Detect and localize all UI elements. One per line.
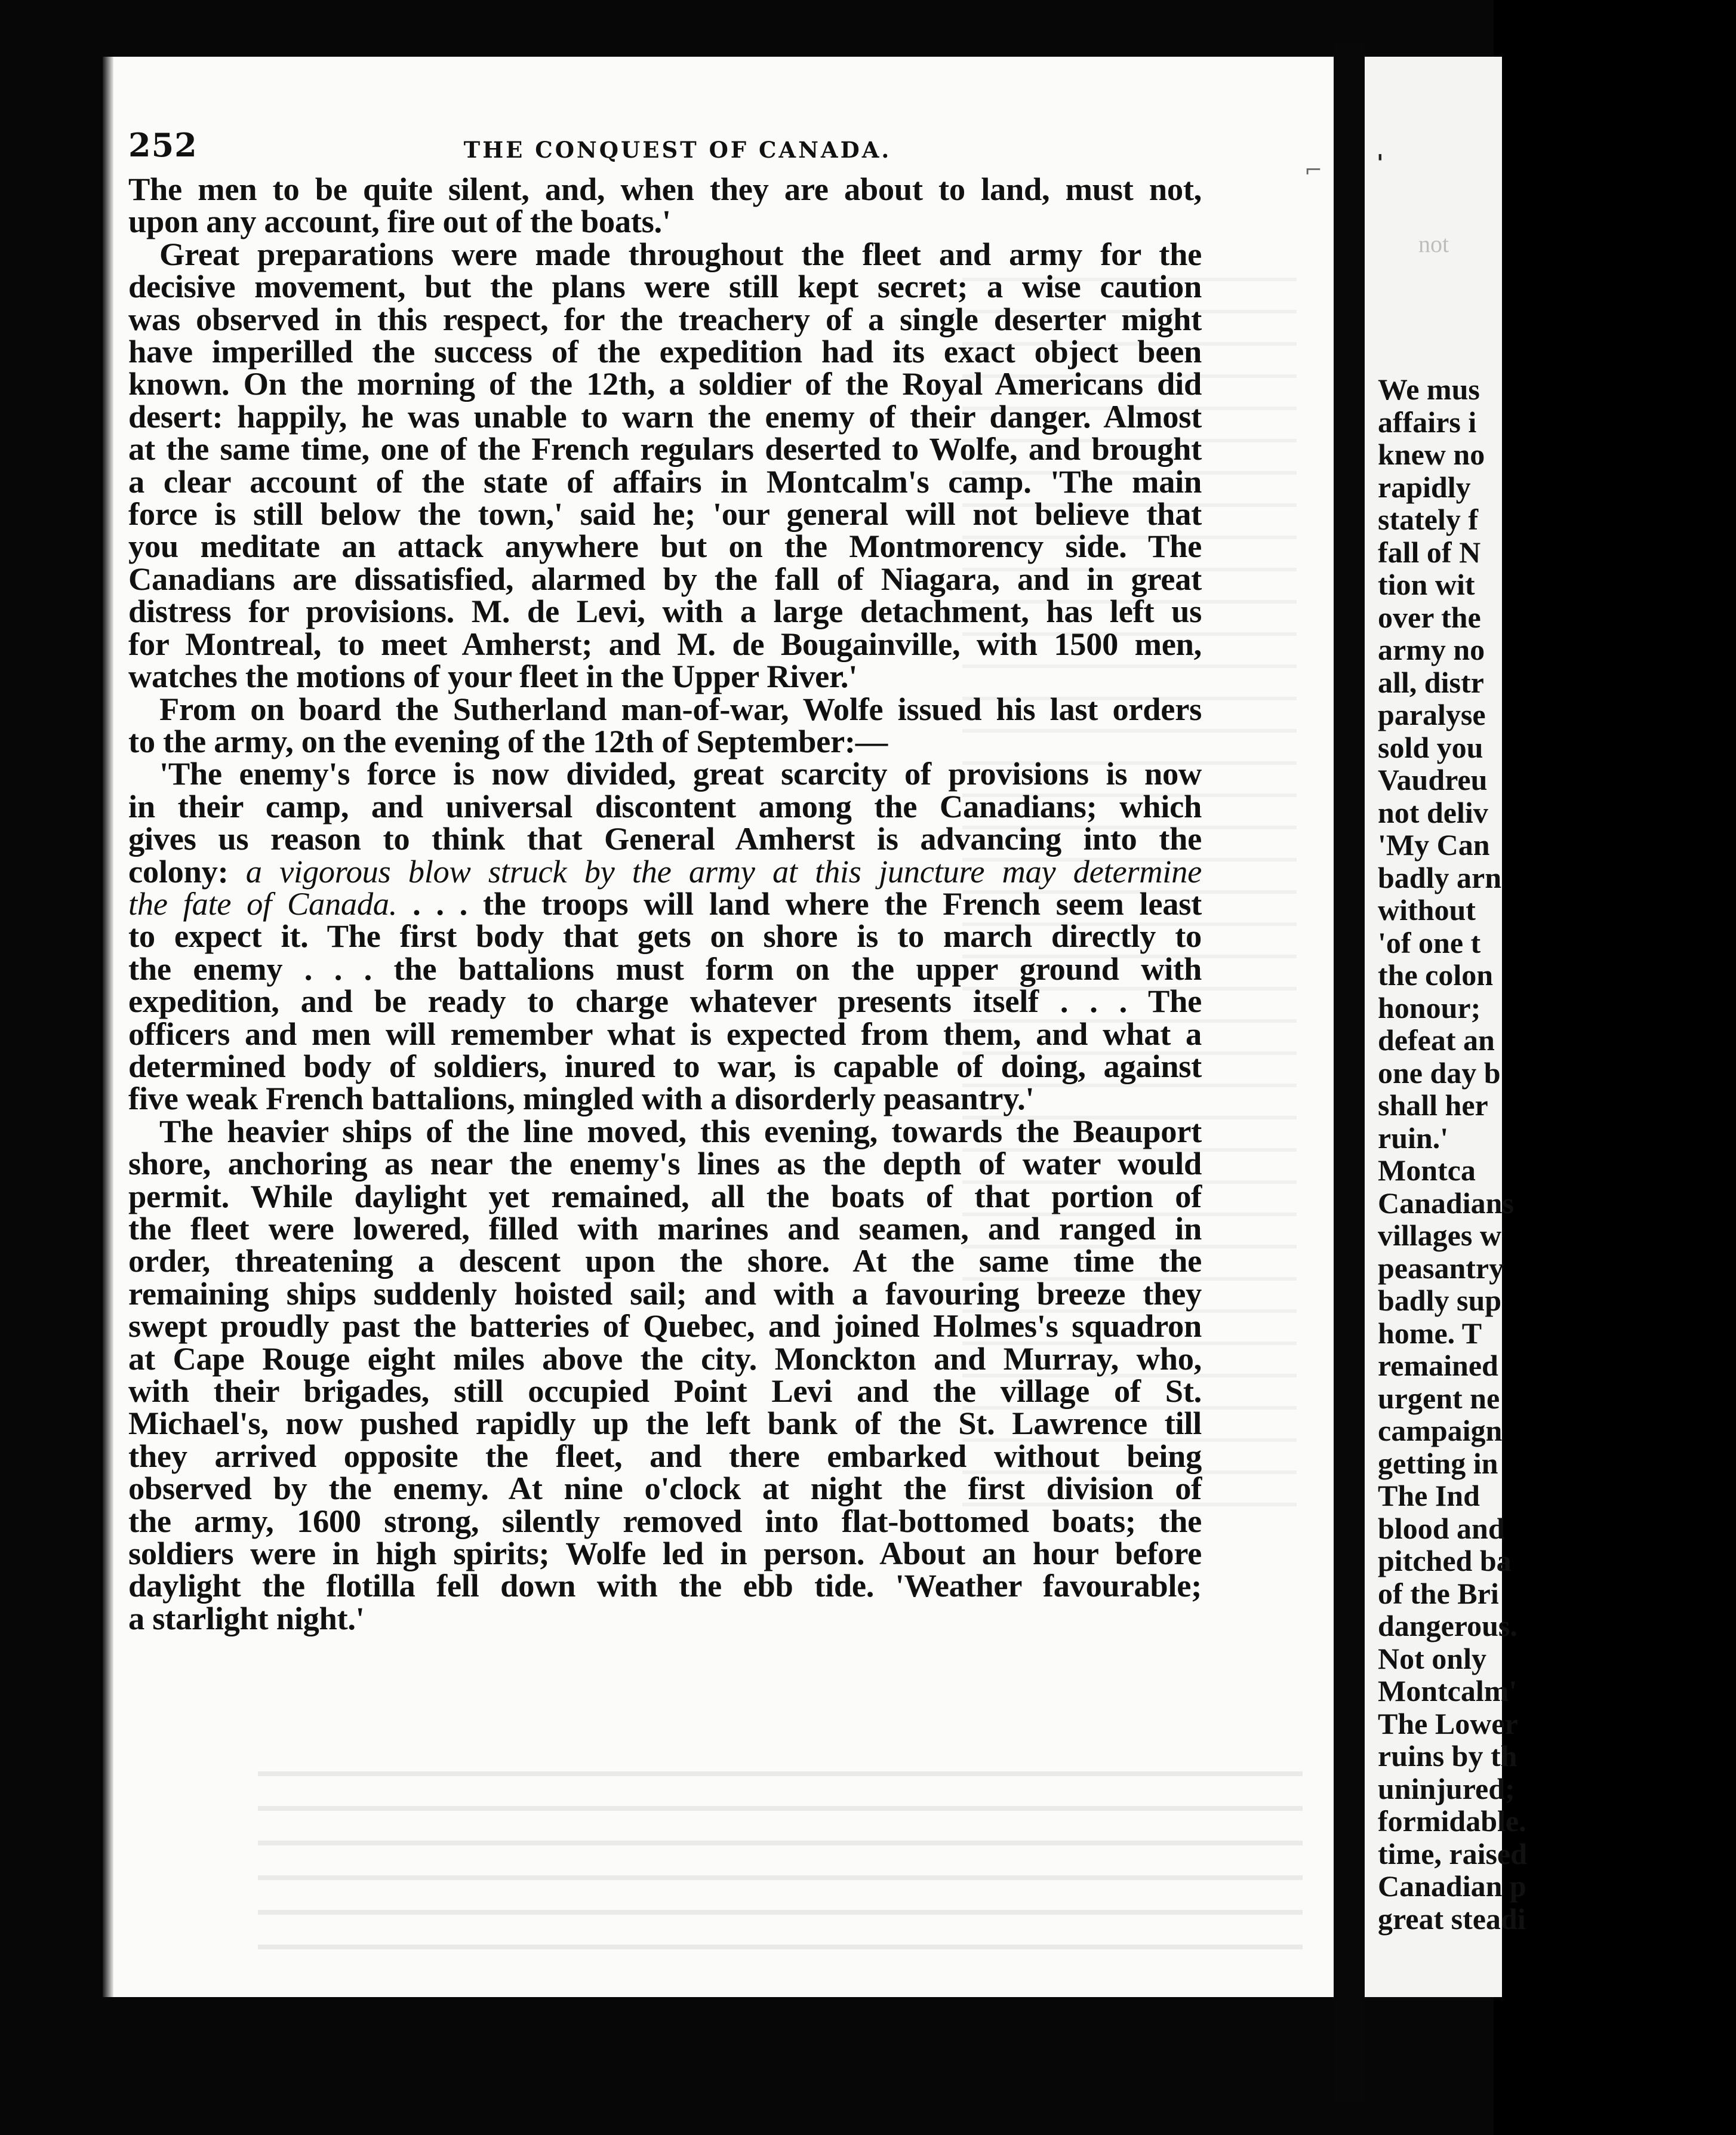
text-line: paralyse — [1378, 698, 1486, 731]
text-line: pitched ba — [1378, 1544, 1512, 1577]
text-line: soldiers were in high spirits; Wolfe led in person. About an hour before — [128, 1535, 1202, 1572]
text-line: The men to be quite silent, and, when they are about to land, must not, — [128, 171, 1202, 207]
text-line: 'of one t — [1378, 925, 1481, 959]
text-line: gives us reason to think that General Amherst is advancing into the — [128, 820, 1202, 857]
text-line: determined body of soldiers, inured to war, is capable of doing, against — [128, 1047, 1202, 1084]
page-header — [128, 124, 1203, 178]
text-line: ruin.' — [1378, 1121, 1449, 1155]
text-line: force is still below the town,' said he; 'our general will not believe that — [128, 496, 1202, 533]
facing-page-mark: ' — [1377, 149, 1384, 176]
text-line: The Ind — [1378, 1479, 1480, 1512]
text-line: without — [1378, 893, 1476, 927]
text-line: army no — [1378, 633, 1485, 666]
text-line: Vaudreu — [1378, 763, 1488, 796]
text-line: desert: happily, he was unable to warn the enemy of their danger. Almost — [128, 398, 1202, 435]
text-line: order, threatening a descent upon the shore. At the same time the — [128, 1242, 1202, 1279]
text-line: Montca — [1378, 1153, 1476, 1187]
page-edge-shadow — [103, 57, 113, 1997]
text-line: Canadians — [1378, 1186, 1514, 1220]
text-line: affairs i — [1378, 405, 1477, 439]
text-line: The Lower — [1378, 1706, 1518, 1740]
text-line: stately f — [1378, 503, 1478, 536]
facing-page-text — [1378, 373, 1736, 1935]
text-line: over the — [1378, 600, 1481, 634]
text-line: was observed in this respect, for the treachery of a single deserter might — [128, 300, 1202, 337]
book-gutter — [1334, 42, 1365, 2102]
text-line: a starlight night.' — [128, 1599, 365, 1636]
text-line: dangerous. — [1378, 1609, 1518, 1642]
text-line: remaining ships suddenly hoisted sail; and with a favouring breeze they — [128, 1275, 1202, 1312]
text-line: five weak French battalions, mingled with a disorderly peasantry.' — [128, 1080, 1035, 1117]
text-line: daylight the flotilla fell down with the ebb tide. 'Weather favourable; — [128, 1567, 1202, 1604]
text-line: villages w — [1378, 1219, 1501, 1252]
text-line: permit. While daylight yet remained, all the boats of that portion of — [128, 1177, 1202, 1214]
text-line: the fleet were lowered, filled with marines and seamen, and ranged in — [128, 1210, 1202, 1247]
italic-text: the fate of Canada. — [128, 885, 398, 922]
page-number: 252 — [128, 126, 198, 164]
text-line: at Cape Rouge eight miles above the city. Monckton and Murray, who, — [128, 1340, 1202, 1377]
text-line — [128, 853, 1202, 890]
text-line: swept proudly past the batteries of Quebec, and joined Holmes's squadron — [128, 1308, 1202, 1345]
text-line: the colon — [1378, 958, 1494, 992]
text-line: home. T — [1378, 1316, 1482, 1350]
page-corner-mark: ⌐ — [1304, 158, 1323, 183]
text-line: known. On the morning of the 12th, a soldier of the Royal Americans did — [128, 365, 1202, 402]
text-line: the army, 1600 strong, silently removed into flat-bottomed boats; the — [128, 1502, 1202, 1539]
text-line: formidable. — [1378, 1804, 1526, 1838]
text-line: shall her — [1378, 1088, 1488, 1122]
text-line: watches the motions of your fleet in the Upper River.' — [128, 658, 858, 695]
italic-text: a vigorous blow struck by the army at this juncture may determine — [245, 853, 1202, 890]
text-line: to expect it. The first body that gets on shore is to march directly to — [128, 918, 1202, 955]
text-line: a clear account of the state of affairs in Montcalm's camp. 'The main — [128, 463, 1202, 500]
text-run: colony: — [128, 853, 229, 890]
text-line: expedition, and be ready to charge whatever presents itself . . . The — [128, 983, 1202, 1020]
text-line: time, raised — [1378, 1836, 1527, 1871]
text-line: at the same time, one of the French regulars deserted to Wolfe, and brought — [128, 430, 1202, 467]
text-line: defeat an — [1378, 1023, 1495, 1057]
text-line: Canadian p — [1378, 1869, 1526, 1903]
text-line: shore, anchoring as near the enemy's lines as the depth of water would — [128, 1145, 1202, 1182]
text-line: Not only — [1378, 1641, 1486, 1675]
text-run: . . . the troops will land where the French seem least — [413, 885, 1202, 922]
text-line: have imperilled the success of the expedition had its exact object been — [128, 333, 1202, 370]
text-line: 'The enemy's force is now divided, great scarcity of provisions is now — [159, 755, 1202, 792]
text-line: sold you — [1378, 730, 1483, 764]
text-line: uninjured; — [1378, 1771, 1515, 1805]
text-line: great steadi — [1378, 1902, 1526, 1936]
text-line — [128, 885, 1202, 922]
text-line: 'My Can — [1378, 828, 1490, 862]
text-line: blood and — [1378, 1511, 1505, 1545]
text-line: honour; — [1378, 990, 1481, 1025]
text-line: tion wit — [1378, 568, 1475, 601]
text-line: officers and men will remember what is expected from them, and what a — [128, 1015, 1202, 1052]
text-line: ruins by th — [1378, 1739, 1518, 1773]
text-line: the enemy . . . the battalions must form on the upper ground with — [128, 950, 1202, 987]
text-line: rapidly — [1378, 470, 1471, 504]
running-head: THE CONQUEST OF CANADA. — [463, 137, 892, 163]
text-line: campaign — [1378, 1414, 1503, 1447]
text-line: they arrived opposite the fleet, and there embarked without being — [128, 1437, 1202, 1474]
page-body-text — [128, 173, 1202, 1635]
text-line: The heavier ships of the line moved, this evening, towards the Beauport — [159, 1112, 1202, 1149]
text-line: Montcalm' — [1378, 1674, 1518, 1708]
text-line: We mus — [1378, 373, 1480, 406]
text-line: decisive movement, but the plans were still kept secret; a wise caution — [128, 268, 1202, 305]
text-line: upon any account, fire out of the boats.' — [128, 203, 671, 240]
text-line: distress for provisions. M. de Levi, with a large detachment, has left us — [128, 593, 1202, 630]
text-line: Great preparations were made throughout the fleet and army for the — [159, 235, 1202, 272]
text-line: you meditate an attack anywhere but on the Montmorency side. The — [128, 528, 1202, 565]
text-line: remained — [1378, 1349, 1498, 1382]
bleed-through-text — [258, 1758, 1303, 1955]
text-line: one day b — [1378, 1056, 1501, 1090]
text-line: observed by the enemy. At nine o'clock at night the first division of — [128, 1470, 1202, 1507]
text-line: of the Bri — [1378, 1576, 1499, 1610]
text-line: badly arn — [1378, 860, 1502, 894]
text-line: to the army, on the evening of the 12th of September:— — [128, 722, 888, 759]
text-line: peasantry — [1378, 1251, 1504, 1285]
text-line: badly sup — [1378, 1284, 1502, 1317]
text-line: for Montreal, to meet Amherst; and M. de Bougainville, with 1500 men, — [128, 625, 1202, 662]
text-line: fall of N — [1378, 535, 1481, 569]
text-line: Michael's, now pushed rapidly up the left bank of the St. Lawrence till — [128, 1405, 1202, 1442]
text-line: From on board the Sutherland man-of-war, Wolfe issued his last orders — [159, 690, 1202, 727]
text-line: not deliv — [1378, 795, 1488, 829]
right-page — [1365, 57, 1527, 1997]
facing-page-faint-text: not — [1418, 230, 1449, 257]
text-line: in their camp, and universal discontent among the Canadians; which — [128, 787, 1202, 825]
text-line: Canadians are dissatisfied, alarmed by the fall of Niagara, and in great — [128, 560, 1202, 597]
text-line: getting in — [1378, 1446, 1498, 1480]
text-line: all, distr — [1378, 665, 1484, 699]
text-line: knew no — [1378, 438, 1485, 471]
text-line: with their brigades, still occupied Point Levi and the village of St. — [128, 1373, 1202, 1410]
text-line: urgent ne — [1378, 1381, 1500, 1415]
